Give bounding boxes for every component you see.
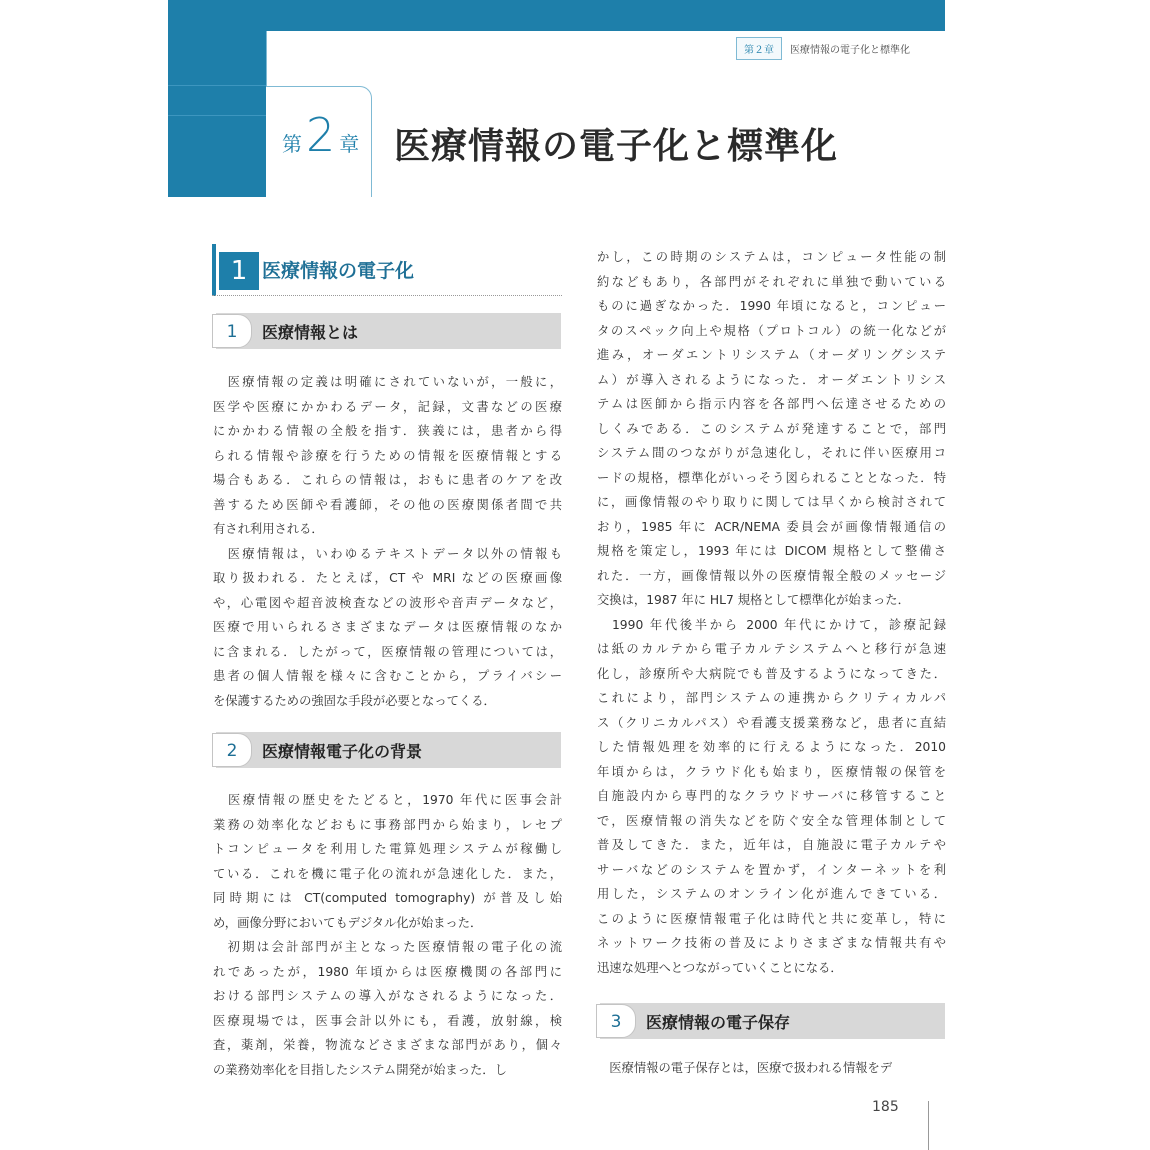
- body-text-right-2: [597, 1056, 946, 1081]
- chapter-suffix: 章: [339, 132, 360, 156]
- subsection-number: 1: [212, 314, 252, 348]
- text-line: ものに過ぎなかった．1990 年頃になると，コンピュー: [597, 299, 946, 313]
- text-line: しくみである．このシステムが発達することで，部門: [597, 421, 946, 436]
- text-line: サーバなどのシステムを置かず，インターネットを利: [597, 862, 946, 877]
- text-line: で，医療情報の消失などを防ぐ安全な管理体制として: [597, 813, 946, 828]
- text-line: おり，1985 年に ACR/NEMA 委員会が画像情報通信の: [597, 519, 946, 534]
- chapter-title: 医療情報の電子化と標準化: [394, 126, 839, 167]
- text-line: 有され利用される．: [213, 522, 324, 536]
- chapter-digit: 2: [306, 108, 336, 162]
- subsection-title: 医療情報とは: [262, 323, 359, 342]
- text-line: れであったが，1980 年頃からは医療機関の各部門に: [213, 964, 562, 979]
- text-line: の業務効率化を目指したシステム開発が始まった．し: [213, 1062, 507, 1077]
- section-heading: [212, 244, 562, 296]
- text-line: ている．これを機に電子化の流れが急速化した．また，: [213, 866, 562, 881]
- subsection-heading: [216, 732, 561, 768]
- text-line: 迅速な処理へとつながっていくことになる．: [597, 960, 843, 975]
- text-line: 善するため医師や看護師，その他の医療関係者間で共: [213, 497, 562, 512]
- text-line: にかかわる情報の全般を指す．狭義には，患者から得: [213, 424, 562, 438]
- subsection-number: 2: [212, 733, 252, 767]
- section-number: 1: [219, 252, 259, 290]
- text-line: トコンピュータを利用した電算処理システムが稼働し: [213, 842, 562, 856]
- text-line: 医療情報の電子保存とは，医療で扱われる情報をデ: [597, 1061, 893, 1075]
- text-line: に含まれる．したがって，医療情報の管理については，: [213, 644, 562, 659]
- section-dotted-rule: [212, 295, 562, 296]
- text-line: を保護するための強固な手段が必要となってくる．: [213, 693, 496, 708]
- text-line: に，画像情報のやり取りに関しては早くから検討されて: [597, 495, 946, 509]
- subsection-heading: [216, 313, 561, 349]
- text-line: られる情報や診療を行うための情報を医療情報とする: [213, 448, 562, 463]
- text-line: は紙のカルテから電子カルテシステムへと移行が急速: [597, 642, 946, 656]
- text-line: ス（クリニカルパス）や看護支援業務など，患者に直結: [597, 715, 946, 730]
- text-line: 年頃からは，クラウド化も始まり，医療情報の保管を: [597, 764, 946, 779]
- running-header-title: 医療情報の電子化と標準化: [790, 44, 910, 56]
- text-line: おける部門システムの導入がなされるようになった．: [213, 989, 562, 1003]
- section-title: 医療情報の電子化: [262, 260, 415, 282]
- text-line: 医療情報の歴史をたどると，1970 年代に医事会計: [213, 793, 562, 807]
- chapter-color-block: [168, 31, 266, 197]
- text-line: 医療現場では，医事会計以外にも，看護，放射線，検: [213, 1013, 562, 1028]
- subsection-title: 医療情報の電子保存: [646, 1013, 791, 1032]
- text-line: 約などもあり，各部門がそれぞれに単独で動いている: [597, 274, 946, 289]
- text-line: 同時期には CT(computed tomography) が普及し始: [213, 891, 562, 905]
- text-line: 1990 年代後半から 2000 年代にかけて，診療記録: [597, 617, 946, 632]
- section-accent-bar: [212, 244, 216, 296]
- text-line: 交換は，1987 年に HL7 規格として標準化が始まった．: [597, 593, 910, 607]
- running-header-chapter: 第２章: [736, 37, 782, 60]
- text-line: 医療情報は，いわゆるテキストデータ以外の情報も: [213, 546, 562, 561]
- text-line: ネットワーク技術の普及によりさまざまな情報共有や: [597, 936, 946, 950]
- text-line: 進み，オーダエントリシステム（オーダリングシステ: [597, 348, 946, 362]
- text-line: 取り扱われる．たとえば，CT や MRI などの医療画像: [213, 571, 562, 585]
- text-line: ム）が導入されるようになった．オーダエントリシス: [597, 372, 946, 387]
- text-line: 初期は会計部門が主となった医療情報の電子化の流: [213, 940, 562, 954]
- text-line: 患者の個人情報を様々に含むことから，プライバシー: [213, 669, 562, 683]
- text-line: 化し，診療所や大病院でも普及するようになってきた．: [597, 666, 946, 681]
- subsection-title: 医療情報電子化の背景: [262, 742, 423, 761]
- text-line: 用した，システムのオンライン化が進んできている．: [597, 887, 946, 901]
- text-line: 医療情報の定義は明確にされていないが，一般に，: [213, 375, 562, 389]
- text-line: 場合もある．これらの情報は，おもに患者のケアを改: [213, 473, 562, 487]
- block-divider: [168, 85, 266, 86]
- subsection-number: 3: [596, 1004, 636, 1038]
- text-line: システム間のつながりが急速化し，それに伴い医療用コ: [597, 446, 946, 460]
- text-line: タのスペック向上や規格（プロトコル）の統一化などが: [597, 323, 946, 338]
- chapter-frame-line: [266, 31, 267, 86]
- subsection-heading: [600, 1003, 945, 1039]
- text-line: 医療で用いられるさまざまなデータは医療情報のなか: [213, 620, 562, 634]
- text-line: 査，薬剤，栄養，物流などさまざまな部門があり，個々: [213, 1038, 562, 1052]
- text-line: 普及してきた．また，近年は，自施設に電子カルテや: [597, 838, 946, 852]
- text-line: め，画像分野においてもデジタル化が始まった．: [213, 915, 483, 930]
- text-line: した情報処理を効率的に行えるようになった．2010: [597, 740, 946, 754]
- text-line: ードの規格，標準化がいっそう図られることとなった．特: [597, 470, 946, 485]
- page-number-rule: [928, 1101, 929, 1150]
- text-line: このように医療情報電子化は時代と共に変革し，特に: [597, 911, 946, 926]
- text-line: れた．一方，画像情報以外の医療情報全般のメッセージ: [597, 568, 946, 583]
- header-color-bar: [168, 0, 945, 31]
- text-line: 自施設内から専門的なクラウドサーバに移管すること: [597, 789, 946, 803]
- running-header: [736, 36, 910, 60]
- chapter-number: [282, 108, 360, 162]
- text-line: これにより，部門システムの連携からクリティカルパ: [597, 691, 946, 705]
- text-line: 医学や医療にかかわるデータ，記録，文書などの医療: [213, 399, 562, 414]
- text-line: かし，この時期のシステムは，コンピュータ性能の制: [597, 250, 946, 264]
- text-line: や，心電図や超音波検査などの波形や音声データなど，: [213, 595, 562, 610]
- body-text-left-2: [213, 788, 562, 1082]
- page-number: 185: [872, 1099, 899, 1115]
- text-line: 規格を策定し，1993 年には DICOM 規格として整備さ: [597, 544, 946, 558]
- body-text-left-1: [213, 370, 562, 713]
- body-text-right-1: [597, 245, 946, 980]
- chapter-prefix: 第: [282, 132, 302, 156]
- block-divider: [168, 115, 266, 116]
- text-line: 業務の効率化などおもに事務部門から始まり，レセプ: [213, 817, 562, 832]
- text-line: テムは医師から指示内容を各部門へ伝達させるための: [597, 397, 946, 411]
